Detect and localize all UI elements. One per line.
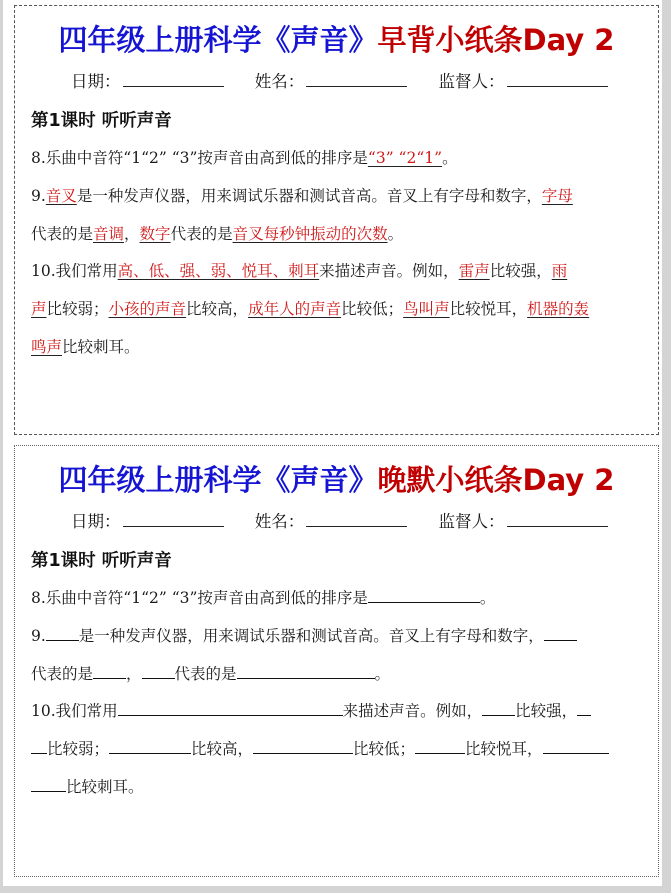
q10-text-2: 比较强， <box>489 262 552 280</box>
name-blank[interactable] <box>306 70 407 87</box>
document-page <box>3 0 662 886</box>
q10-blank-4[interactable] <box>109 738 191 754</box>
q10-answer-3a: 雨 <box>551 262 568 280</box>
q9-text-1: 是一种发声仪器，用来调试乐器和测试音高。音叉上有字母和数字， <box>76 187 542 205</box>
q10-text-7: 比较刺耳。 <box>66 778 144 796</box>
q9-blank-5[interactable] <box>237 663 375 679</box>
q10-blank-6[interactable] <box>415 738 465 754</box>
evening-dictation-card <box>14 445 659 877</box>
title-sheet-name: 早背小纸条Day 2 <box>377 23 615 57</box>
q9-text-5: 。 <box>387 225 404 243</box>
q10-answer-6: 鸟叫声 <box>403 300 450 318</box>
name-label: 姓名： <box>254 72 305 91</box>
q10-answer-1: 高、低、强、弱、悦耳、刺耳 <box>117 262 320 280</box>
info-row <box>71 70 608 94</box>
q10-blank-3a[interactable] <box>577 700 591 716</box>
q10-text-1: 来描述声音。例如， <box>319 262 459 280</box>
q10-answer-7b: 鸣声 <box>31 338 63 356</box>
q10-answer-2: 雷声 <box>458 262 490 280</box>
morning-recall-card <box>14 5 659 435</box>
q9-answer-3: 音调 <box>93 225 125 243</box>
q9-text-3: ， <box>126 665 142 683</box>
q9-number: 9. <box>31 187 46 205</box>
question-10-line-1 <box>31 699 591 723</box>
question-10-line-2 <box>31 297 589 321</box>
title-sheet-name: 晚默小纸条Day 2 <box>377 463 615 497</box>
supervisor-label: 监督人： <box>438 512 505 531</box>
name-field <box>255 70 408 94</box>
q10-text-5: 比较低； <box>341 300 404 318</box>
question-9-line-2 <box>31 662 390 686</box>
q8-text: 8.乐曲中音符“1“2” “3”按声音由高到低的排序是 <box>31 149 368 167</box>
section-title: 第1课时 听听声音 <box>31 551 172 571</box>
date-label: 日期： <box>71 72 121 91</box>
q10-text-2: 比较强， <box>515 702 578 720</box>
q10-text-3: 比较弱； <box>46 300 109 318</box>
morning-title <box>15 20 658 60</box>
q9-text-3: ， <box>124 225 140 243</box>
name-field <box>255 510 408 534</box>
q9-text-5: 。 <box>374 665 391 683</box>
q10-blank-5[interactable] <box>253 738 353 754</box>
question-9-line-2 <box>31 222 403 246</box>
q9-answer-1: 音叉 <box>45 187 77 205</box>
q9-text-4: 代表的是 <box>174 665 237 683</box>
supervisor-field <box>439 70 608 94</box>
q9-text-4: 代表的是 <box>170 225 233 243</box>
info-row <box>71 510 608 534</box>
q10-answer-4: 小孩的声音 <box>108 300 187 318</box>
q10-answer-5: 成年人的声音 <box>248 300 342 318</box>
q10-blank-3b[interactable] <box>31 738 47 754</box>
q10-answer-7a: 机器的轰 <box>527 300 590 318</box>
q10-blank-2[interactable] <box>482 700 515 716</box>
question-9-line-1 <box>31 184 573 208</box>
supervisor-blank[interactable] <box>507 510 608 527</box>
q10-number: 10.我们常用 <box>31 702 118 720</box>
title-subject: 四年级上册科学《声音》 <box>58 23 378 57</box>
q9-answer-4: 数字 <box>139 225 171 243</box>
q8-answer: “3” “2“1” <box>367 149 443 167</box>
question-10-line-2 <box>31 737 609 761</box>
q9-text-1: 是一种发声仪器，用来调试乐器和测试音高。音叉上有字母和数字， <box>78 627 544 645</box>
q8-blank[interactable] <box>368 587 480 603</box>
q10-blank-7b[interactable] <box>31 776 66 792</box>
q10-text-5: 比较低； <box>353 740 416 758</box>
date-field <box>71 510 224 534</box>
q9-answer-5: 音叉每秒钟振动的次数 <box>232 225 388 243</box>
q8-suffix: 。 <box>479 589 496 607</box>
q9-blank-3[interactable] <box>93 663 126 679</box>
q9-blank-1[interactable] <box>46 625 79 641</box>
q10-blank-7a[interactable] <box>543 738 609 754</box>
question-10-line-3 <box>31 775 144 799</box>
supervisor-blank[interactable] <box>507 70 608 87</box>
question-8 <box>31 586 495 610</box>
q9-text-2: 代表的是 <box>31 225 94 243</box>
supervisor-field <box>439 510 608 534</box>
q10-text-3: 比较弱； <box>47 740 110 758</box>
q9-blank-4[interactable] <box>142 663 175 679</box>
q10-text-7: 比较刺耳。 <box>62 338 140 356</box>
question-8 <box>31 146 458 170</box>
date-field <box>71 70 224 94</box>
title-subject: 四年级上册科学《声音》 <box>58 463 378 497</box>
date-blank[interactable] <box>123 510 224 527</box>
q10-text-4: 比较高， <box>186 300 249 318</box>
date-label: 日期： <box>71 512 121 531</box>
name-label: 姓名： <box>254 512 305 531</box>
q10-text-1: 来描述声音。例如， <box>342 702 483 720</box>
name-blank[interactable] <box>306 510 407 527</box>
q8-suffix: 。 <box>442 149 458 167</box>
q10-text-6: 比较悦耳， <box>465 740 543 758</box>
q8-text: 8.乐曲中音符“1“2” “3”按声音由高到低的排序是 <box>31 589 368 607</box>
question-10-line-1 <box>31 259 567 283</box>
q9-text-2: 代表的是 <box>31 665 94 683</box>
q9-answer-2: 字母 <box>541 187 573 205</box>
evening-title <box>15 460 658 500</box>
q9-number: 9. <box>31 627 46 645</box>
q10-number: 10.我们常用 <box>31 262 118 280</box>
question-10-line-3 <box>31 335 140 359</box>
section-title: 第1课时 听听声音 <box>31 111 172 131</box>
date-blank[interactable] <box>123 70 224 87</box>
q10-answer-3b: 声 <box>31 300 47 318</box>
supervisor-label: 监督人： <box>438 72 505 91</box>
q10-text-4: 比较高， <box>191 740 254 758</box>
question-9-line-1 <box>31 624 577 648</box>
q10-text-6: 比较悦耳， <box>449 300 528 318</box>
q9-blank-2[interactable] <box>544 625 577 641</box>
q10-blank-1[interactable] <box>118 700 343 716</box>
